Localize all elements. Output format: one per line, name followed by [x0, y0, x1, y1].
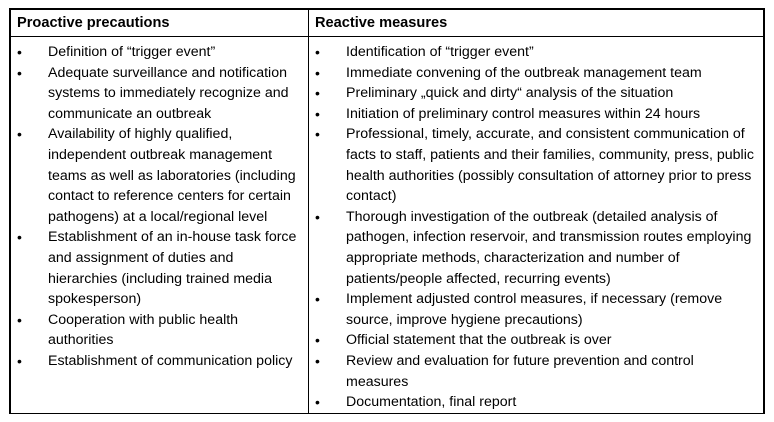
- list-item: [309, 289, 763, 330]
- list-item: [11, 124, 308, 227]
- bullet-icon: •: [17, 64, 22, 81]
- bullet-icon: •: [315, 64, 320, 81]
- outbreak-measures-table: [10, 9, 764, 414]
- list-item-text: Adequate surveillance and notification systems to immediately recognize and communicate an outbreak: [48, 64, 289, 122]
- bullet-icon: •: [315, 126, 320, 143]
- list-item-text: Definition of “trigger event”: [48, 44, 216, 60]
- list-item: [11, 42, 308, 63]
- list-item: [309, 351, 763, 392]
- bullet-icon: •: [17, 229, 22, 246]
- list-item: [11, 351, 308, 372]
- reactive-list: [309, 42, 763, 413]
- list-item: [309, 83, 763, 104]
- list-item: [309, 63, 763, 84]
- list-item: [11, 310, 308, 351]
- list-item-text: Identification of “trigger event”: [346, 44, 534, 60]
- bullet-icon: •: [315, 291, 320, 308]
- list-item: [309, 330, 763, 351]
- bullet-icon: •: [315, 352, 320, 369]
- list-item-text: Documentation, final report: [346, 394, 517, 411]
- list-item-text: Thorough investigation of the outbreak (detailed analysis of pathogen, infection reservoir, and transmission routes employing appropriate methods, characterization and number of patients/people affected, recurring events): [346, 208, 752, 287]
- proactive-cell: [11, 37, 309, 414]
- list-item-text: Official statement that the outbreak is over: [346, 332, 612, 349]
- bullet-icon: •: [315, 105, 320, 122]
- list-item-text: Professional, timely, accurate, and consistent communication of facts to staff, patients and their families, community, press, public health authorities (possibly consultation of attorney prior to press contact): [346, 126, 754, 205]
- proactive-list: [11, 42, 308, 372]
- bullet-icon: •: [17, 311, 22, 328]
- header-proactive-precautions: Proactive precautions: [11, 10, 309, 37]
- header-reactive-measures: Reactive measures: [309, 10, 764, 37]
- list-item: [11, 63, 308, 125]
- bullet-icon: •: [315, 394, 320, 411]
- bullet-icon: •: [315, 44, 320, 60]
- list-item-text: Implement adjusted control measures, if necessary (remove source, improve hygiene precautions): [346, 291, 723, 328]
- bullet-icon: •: [315, 208, 320, 225]
- list-item: [309, 207, 763, 289]
- list-item-text: Establishment of an in-house task force and assignment of duties and hierarchies (including trained media spokesperson): [48, 229, 297, 308]
- list-item-text: Immediate convening of the outbreak management team: [346, 64, 702, 81]
- list-item: [11, 227, 308, 309]
- content-row: [11, 37, 764, 414]
- list-item-text: Initiation of preliminary control measures within 24 hours: [346, 105, 701, 122]
- list-item: [309, 104, 763, 125]
- list-item-text: Establishment of communication policy: [48, 352, 293, 369]
- list-item-text: Availability of highly qualified, independent outbreak management teams as well as laboratories (including contact to reference centers for certain pathogens) at a local/regional level: [48, 126, 296, 225]
- list-item-text: Preliminary „quick and dirty“ analysis of the situation: [346, 85, 674, 102]
- list-item: [309, 392, 763, 413]
- list-item: [309, 42, 763, 63]
- header-row: [11, 10, 764, 37]
- list-item-text: Cooperation with public health authorities: [48, 311, 239, 349]
- bullet-icon: •: [315, 85, 320, 102]
- list-item: [309, 124, 763, 206]
- bullet-icon: •: [17, 126, 22, 143]
- bullet-icon: •: [17, 44, 22, 60]
- bullet-icon: •: [17, 352, 22, 369]
- reactive-cell: [309, 37, 764, 414]
- list-item-text: Review and evaluation for future prevention and control measures: [346, 352, 694, 390]
- outbreak-measures-table-wrapper: [9, 8, 765, 414]
- bullet-icon: •: [315, 332, 320, 349]
